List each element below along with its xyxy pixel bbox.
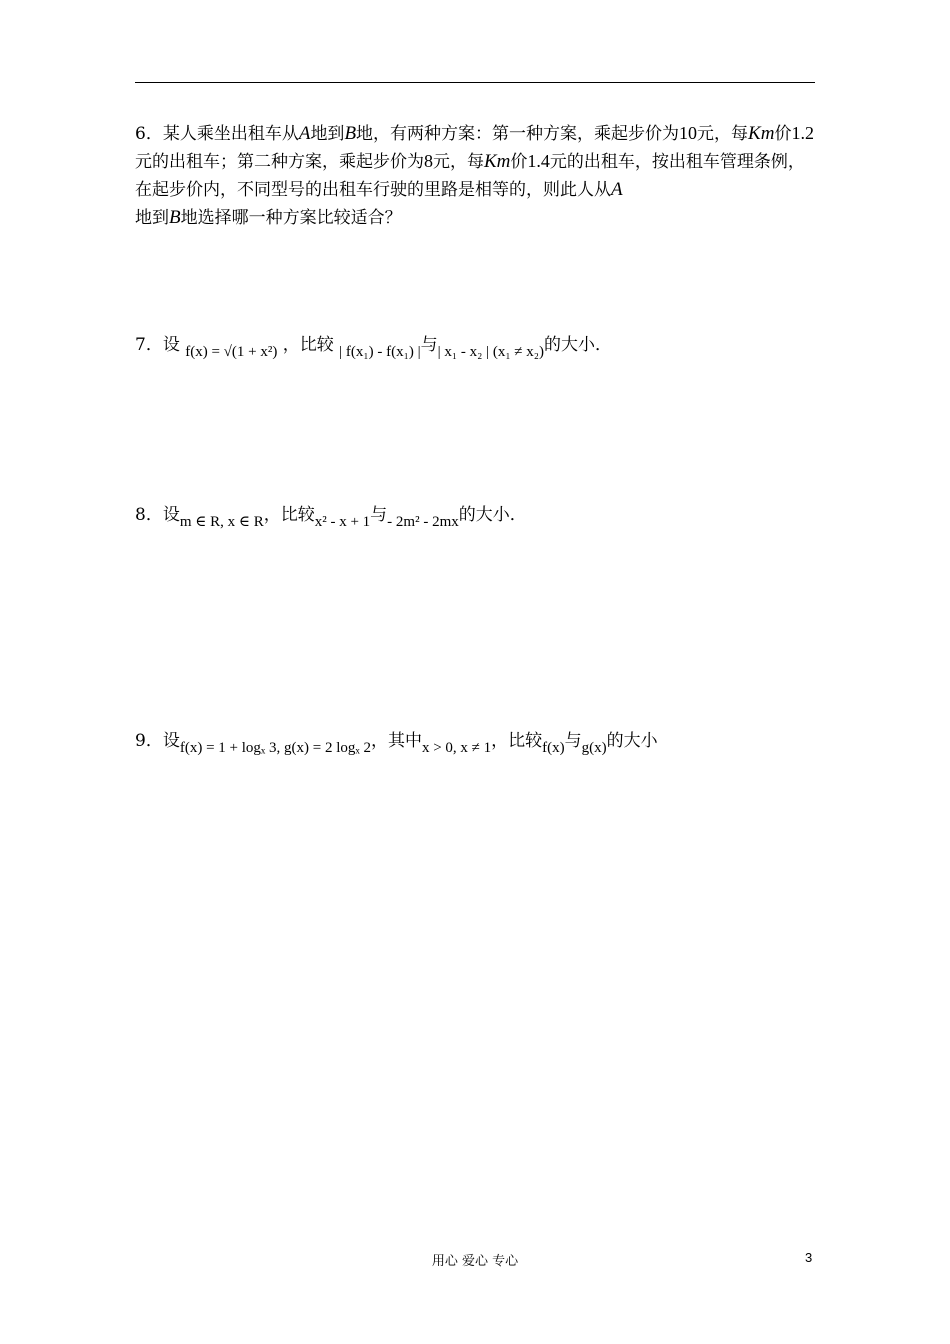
q8-with-text: 与 — [370, 505, 388, 525]
question-6 — [135, 120, 815, 232]
q6-price-1-4: 1.4 — [527, 151, 550, 171]
q7-formula-abs-f: | f(x₁) - f(x₁) | — [339, 344, 421, 360]
q6-text: 元的出租车；第二种方案，乘起步价为 — [135, 152, 424, 172]
q6-text: 元，每 — [697, 124, 749, 144]
q8-end-text: 的大小． — [458, 505, 527, 525]
q9-where-text: ，其中 — [370, 731, 422, 751]
q8-compare-text: ，比较 — [263, 505, 315, 525]
q7-number: 7．设 — [135, 335, 180, 355]
q8-number: 8．设 — [135, 505, 180, 525]
q6-text: 元的出租车，按出租车管理条例，在起步价内，不同型号的出租车行驶的里路是相等的，则此人从 — [135, 152, 805, 200]
q7-with-text: 与 — [420, 335, 438, 355]
q6-price-1-2: 1.2 — [791, 123, 814, 143]
q6-text: 地到 — [310, 124, 345, 144]
q9-formula-condition: x > 0, x ≠ 1 — [421, 740, 492, 756]
q7-formula-f: f(x) = √(1 + x²) — [185, 344, 278, 360]
q9-formula-f: f(x) — [542, 740, 565, 756]
q9-number: 9．设 — [135, 731, 180, 751]
question-8 — [135, 500, 527, 530]
q9-compare-text: ，比较 — [491, 731, 543, 751]
q8-formula-left: x² - x + 1 — [314, 514, 371, 530]
q9-end-text: 的大小 — [606, 731, 658, 751]
header-rule — [135, 82, 815, 83]
q6-text: 元，每 — [433, 152, 484, 172]
q6-text: 地，有两种方案：第一种方案，乘起步价为 — [356, 124, 680, 144]
q9-formula-fg: f(x) = 1 + logₓ 3, g(x) = 2 logₓ 2 — [179, 740, 371, 756]
q7-compare-text: ，比较 — [282, 335, 334, 355]
q6-km: Km — [748, 123, 775, 144]
q6-text: 价 — [510, 152, 528, 172]
q6-var-b: B — [344, 123, 357, 144]
q6-km: Km — [484, 151, 511, 172]
q6-text: 地到 — [135, 208, 169, 228]
q7-end-text: 的大小． — [544, 335, 613, 355]
q6-var-a: A — [611, 179, 623, 200]
q9-with-text: 与 — [564, 731, 582, 751]
q6-text: 价 — [774, 124, 792, 144]
q7-formula-abs-x: | x₁ - x₂ | (x₁ ≠ x₂) — [437, 344, 545, 360]
q6-price-10: 10 — [679, 123, 698, 143]
q9-formula-g: g(x) — [581, 740, 607, 756]
q8-formula-domain: m ∈ R, x ∈ R — [179, 514, 264, 530]
q6-var-b: B — [169, 207, 181, 228]
q6-text: 某人乘坐出租车从 — [162, 124, 299, 144]
q6-var-a: A — [298, 123, 311, 144]
question-9 — [135, 726, 658, 756]
q6-number: 6． — [135, 124, 163, 144]
q6-price-8: 8 — [424, 151, 433, 171]
q6-text: 地选择哪一种方案比较适合？ — [180, 208, 402, 228]
question-7 — [135, 330, 613, 360]
footer-motto: 用心 爱心 专心 — [431, 1254, 519, 1269]
q8-formula-right: - 2m² - 2mx — [387, 514, 459, 530]
page-number: 3 — [805, 1250, 813, 1265]
